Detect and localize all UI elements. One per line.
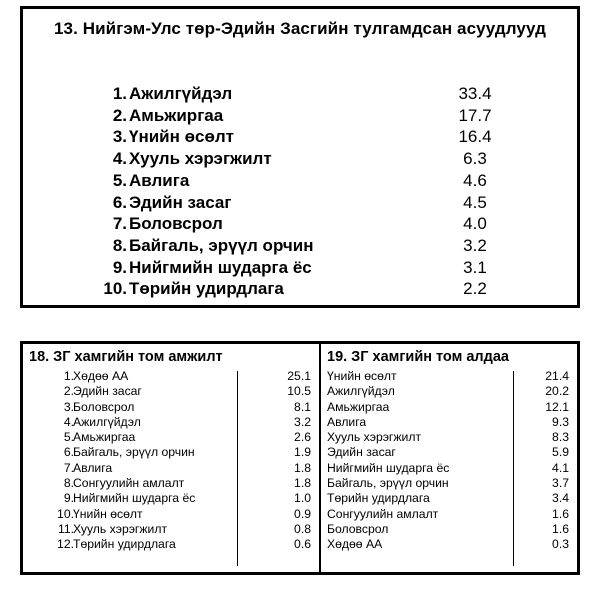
failure-row: [321, 491, 577, 506]
achievement-row: [23, 522, 319, 537]
failure-value: 0.3: [552, 537, 569, 552]
problem-row: [23, 84, 577, 106]
problem-value: 3.2: [463, 235, 487, 255]
problem-label: Авлига: [129, 170, 190, 190]
problem-value: 2.2: [463, 279, 487, 299]
problem-label: Үнийн өсөлт: [129, 127, 234, 147]
problem-rank: 8.: [112, 235, 127, 255]
achievement-row: [23, 537, 319, 552]
failure-value: 3.7: [552, 476, 569, 491]
achievement-rank: 9.: [63, 491, 74, 506]
problem-value: 4.0: [463, 214, 487, 234]
achievement-label: Эдийн засаг: [73, 384, 142, 399]
failure-row: [321, 522, 577, 537]
failure-value: 3.4: [552, 491, 569, 506]
failure-label: Сонгуулийн амлалт: [327, 506, 439, 521]
achievement-label: Амьжиргаа: [73, 430, 136, 445]
problem-label: Эдийн засаг: [129, 192, 232, 212]
failure-value: 1.6: [552, 506, 569, 521]
problem-label: Амьжиргаа: [129, 105, 224, 125]
failure-value: 21.4: [545, 369, 569, 383]
failure-label: Эдийн засаг: [327, 445, 396, 460]
achievement-row: [23, 445, 319, 460]
problem-value: 6.3: [463, 149, 487, 169]
achievement-rank: 6.: [63, 445, 74, 460]
achievement-value: 25.1: [287, 369, 311, 383]
problem-label: Хууль хэрэгжилт: [129, 149, 272, 169]
achievement-row: [23, 400, 319, 415]
problem-rank: 5.: [112, 170, 127, 190]
achievement-row: [23, 461, 319, 476]
achievement-rank: 8.: [63, 476, 74, 491]
failure-label: Амьжиргаа: [327, 399, 390, 414]
failure-value: 12.1: [545, 399, 569, 414]
achievement-row: [23, 384, 319, 399]
problem-rank: 9.: [112, 257, 127, 277]
failure-row: [321, 369, 577, 384]
problem-label: Ажилгүйдэл: [129, 84, 233, 103]
failure-row: [321, 430, 577, 445]
achievements-title: 18. ЗГ хамгийн том амжилт: [29, 349, 223, 365]
achievement-value: 3.2: [294, 414, 311, 429]
problem-value: 4.6: [463, 170, 487, 190]
problem-rank: 1.: [112, 84, 127, 103]
problem-value: 17.7: [458, 105, 492, 125]
failure-label: Байгаль, эрүүл орчин: [327, 476, 449, 491]
achievement-label: Нийгмийн шударга ёс: [73, 491, 196, 506]
achievement-value: 2.6: [294, 430, 311, 445]
problem-row: [23, 127, 577, 149]
failure-label: Нийгмийн шударга ёс: [327, 460, 450, 475]
achievement-row: [23, 430, 319, 445]
achievement-row: [23, 507, 319, 522]
problem-row: [23, 236, 577, 258]
problem-value: 16.4: [458, 127, 492, 147]
problem-rank: 7.: [112, 214, 127, 234]
achievement-row: [23, 415, 319, 430]
problem-value: 33.4: [458, 84, 492, 103]
problem-value: 4.5: [463, 192, 487, 212]
achievement-value: 1.8: [294, 476, 311, 491]
achievement-label: Сонгуулийн амлалт: [73, 476, 185, 491]
failure-value: 5.9: [552, 445, 569, 460]
achievement-row: [23, 476, 319, 491]
failure-value: 20.2: [545, 384, 569, 399]
problem-row: [23, 106, 577, 128]
failure-row: [321, 476, 577, 491]
failure-row: [321, 415, 577, 430]
problem-label: Төрийн удирдлага: [129, 279, 284, 299]
failure-label: Боловсрол: [327, 521, 389, 536]
problem-label: Байгаль, эрүүл орчин: [129, 235, 314, 255]
achievement-value: 8.1: [294, 399, 311, 414]
problem-rank: 3.: [112, 127, 127, 147]
failure-value: 9.3: [552, 414, 569, 429]
problem-row: [23, 279, 577, 301]
achievement-label: Хөдөө АА: [73, 369, 129, 383]
achievement-rank: 11.: [57, 521, 74, 536]
problem-row: [23, 193, 577, 215]
achievement-rank: 2.: [63, 384, 74, 399]
problem-rank: 6.: [112, 192, 127, 212]
failure-row: [321, 507, 577, 522]
failure-label: Үнийн өсөлт: [327, 369, 397, 383]
achievement-value: 1.8: [294, 460, 311, 475]
achievement-label: Авлига: [73, 460, 113, 475]
failure-row: [321, 445, 577, 460]
problem-row: [23, 171, 577, 193]
problem-rank: 4.: [112, 149, 127, 169]
achievement-label: Ажилгүйдэл: [73, 414, 141, 429]
failures-list: [321, 369, 577, 553]
failure-row: [321, 400, 577, 415]
problems-title: 13. Нийгэм-Улс төр-Эдийн Засгийн тулгамдсан асуудлууд: [53, 19, 547, 38]
failure-label: Ажилгүйдэл: [327, 384, 395, 399]
failures-title: 19. ЗГ хамгийн том алдаа: [327, 349, 509, 365]
achievement-value: 1.9: [294, 445, 311, 460]
achievement-value: 10.5: [287, 384, 311, 399]
failure-label: Төрийн удирдлага: [327, 491, 430, 506]
achievement-row: [23, 491, 319, 506]
problem-rank: 2.: [112, 105, 127, 125]
problem-rank: 10.: [103, 279, 127, 299]
problem-row: [23, 149, 577, 171]
achievement-rank: 7.: [63, 460, 74, 475]
failure-row: [321, 384, 577, 399]
government-panels: [20, 341, 580, 575]
achievement-value: 0.6: [294, 537, 311, 552]
problem-label: Нийгмийн шударга ёс: [129, 257, 312, 277]
achievement-rank: 5.: [63, 430, 74, 445]
achievement-label: Байгаль, эрүүл орчин: [73, 445, 195, 460]
problem-label: Боловсрол: [129, 214, 223, 234]
achievements-list: [23, 369, 319, 553]
problem-row: [23, 258, 577, 280]
achievement-value: 0.8: [294, 521, 311, 536]
achievement-rank: 12.: [57, 537, 74, 552]
achievement-label: Үнийн өсөлт: [73, 506, 143, 521]
achievement-row: [23, 369, 319, 384]
achievement-value: 1.0: [294, 491, 311, 506]
achievement-rank: 1.: [63, 369, 74, 383]
failure-label: Хөдөө АА: [327, 537, 383, 552]
achievement-rank: 10.: [57, 506, 74, 521]
failure-row: [321, 461, 577, 476]
achievement-rank: 4.: [63, 414, 74, 429]
achievement-label: Боловсрол: [73, 399, 135, 414]
failure-value: 1.6: [552, 521, 569, 536]
problem-row: [23, 214, 577, 236]
achievement-label: Төрийн удирдлага: [73, 537, 176, 552]
problem-value: 3.1: [463, 257, 487, 277]
achievement-label: Хууль хэрэгжилт: [73, 521, 168, 536]
problems-panel: [20, 6, 580, 308]
failure-value: 4.1: [552, 460, 569, 475]
achievement-value: 0.9: [294, 506, 311, 521]
failure-row: [321, 537, 577, 552]
failure-value: 8.3: [552, 430, 569, 445]
failure-label: Авлига: [327, 414, 367, 429]
achievement-rank: 3.: [63, 399, 74, 414]
failure-label: Хууль хэрэгжилт: [327, 430, 422, 445]
